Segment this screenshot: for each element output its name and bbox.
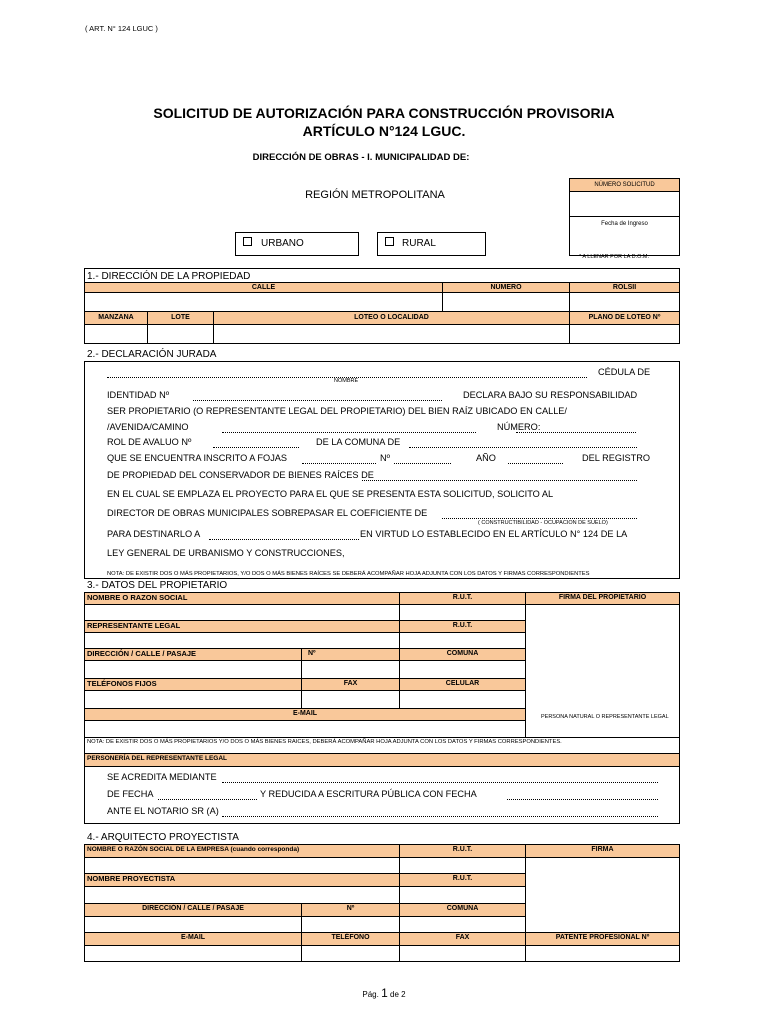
personeria-header: PERSONERÍA DEL REPRESENTANTE LEGAL xyxy=(84,753,680,767)
acredita-line[interactable] xyxy=(222,782,658,783)
rut2-field[interactable] xyxy=(399,632,526,649)
section3-note-row xyxy=(84,737,680,754)
s4-comuna-header: COMUNA xyxy=(399,903,526,917)
director-text: DIRECTOR DE OBRAS MUNICIPALES SOBREPASAR EL COEFICIENTE DE xyxy=(107,508,428,518)
no-header: Nº xyxy=(301,648,400,661)
plano-field[interactable] xyxy=(569,324,680,344)
plano-header: PLANO DE LOTEO Nº xyxy=(569,311,680,325)
notario-label: ANTE EL NOTARIO SR (A) xyxy=(107,806,219,816)
s4-fax-field[interactable] xyxy=(399,945,526,962)
s4-telefono-field[interactable] xyxy=(301,945,400,962)
representante-header: REPRESENTANTE LEGAL xyxy=(84,620,400,633)
coeficiente-caption: ( CONSTRUCTIBILIDAD - OCUPACION DE SUELO) xyxy=(478,520,608,526)
s4-rut2-header: R.U.T. xyxy=(399,873,526,887)
s4-direccion-header: DIRECCIÓN / CALLE / PASAJE xyxy=(84,903,302,917)
section2-note: NOTA: DE EXISTIR DOS O MÁS PROPIETARIOS, Y/O DOS O MÁS BIENES RAÍCES SE DEBERÁ ACOMPAÑAR HOJA ADJUNTA CON LOS DATOS Y FIRMAS CORRESPONDIENTES xyxy=(107,571,590,577)
nombre-header: NOMBRE O RAZON SOCIAL xyxy=(84,592,400,605)
section3-title: 3.- DATOS DEL PROPIETARIO xyxy=(87,580,228,591)
page-label: Pág. xyxy=(362,990,379,999)
numero-field[interactable] xyxy=(442,292,570,312)
s4-email-field[interactable] xyxy=(84,945,302,962)
no-field[interactable] xyxy=(301,660,400,679)
calle-field[interactable] xyxy=(84,292,443,312)
fecha-ingreso-label: Fecha de Ingreso xyxy=(601,221,648,227)
telefonos-field[interactable] xyxy=(84,690,302,709)
fojas-line[interactable] xyxy=(302,463,376,464)
firma-header: FIRMA DEL PROPIETARIO xyxy=(525,592,680,605)
firma-propietario-field[interactable] xyxy=(525,604,680,738)
loteo-field[interactable] xyxy=(213,324,570,344)
municipality-label: DIRECCIÓN DE OBRAS - I. MUNICIPALIDAD DE: xyxy=(252,152,470,163)
fax-field[interactable] xyxy=(301,690,400,709)
n-label: Nº xyxy=(380,453,390,463)
section2-title: 2.- DECLARACIÓN JURADA xyxy=(87,349,217,360)
n-line[interactable] xyxy=(394,463,451,464)
telefonos-header: TELÉFONOS FIJOS xyxy=(84,678,302,691)
cedula-label: CÉDULA DE xyxy=(598,367,651,377)
virtud-text: EN VIRTUD LO ESTABLECIDO EN EL ARTÍCULO N° 124 DE LA xyxy=(360,529,628,539)
celular-header: CELULAR xyxy=(399,678,526,691)
urbano-checkbox[interactable] xyxy=(243,237,252,246)
rolsii-field[interactable] xyxy=(569,292,680,312)
direccion-field[interactable] xyxy=(84,660,302,679)
rural-checkbox[interactable] xyxy=(385,237,394,246)
lote-field[interactable] xyxy=(147,324,214,344)
nombre-field[interactable] xyxy=(84,604,400,621)
s4-patente-header: PATENTE PROFESIONAL Nº xyxy=(525,932,680,946)
reducida-line[interactable] xyxy=(507,799,658,800)
s4-firma-field[interactable] xyxy=(525,857,680,933)
acredita-label: SE ACREDITA MEDIANTE xyxy=(107,772,217,782)
celular-field[interactable] xyxy=(399,690,526,709)
anio-label: AÑO xyxy=(476,453,496,463)
destinarlo-label: PARA DESTINARLO A xyxy=(107,529,201,539)
s4-no-field[interactable] xyxy=(301,916,400,933)
urbano-label: URBANO xyxy=(261,238,304,249)
empresa-field[interactable] xyxy=(84,857,400,874)
declara-label: DECLARA BAJO SU RESPONSABILIDAD xyxy=(463,390,638,400)
region-label: REGIÓN METROPOLITANA xyxy=(305,189,445,201)
ser-propietario-text: SER PROPIETARIO (O REPRESENTANTE LEGAL DEL PROPIETARIO) DEL BIEN RAÍZ UBICADO EN CALLE/ xyxy=(107,406,567,416)
form-subtitle: ARTÍCULO N°124 LGUC. xyxy=(302,123,466,139)
s4-fax-header: FAX xyxy=(399,932,526,946)
email-field[interactable] xyxy=(84,720,526,738)
fecha-label: DE FECHA xyxy=(107,789,154,799)
page-current: 1 xyxy=(381,986,388,1000)
calle-header: CALLE xyxy=(84,282,443,293)
loteo-header: LOTEO O LOCALIDAD xyxy=(213,311,570,325)
fax-header: FAX xyxy=(301,678,400,691)
rut-field[interactable] xyxy=(399,604,526,621)
ley-text: LEY GENERAL DE URBANISMO Y CONSTRUCCIONES, xyxy=(107,548,345,558)
s4-firma-header: FIRMA xyxy=(525,844,680,858)
registro-label: DEL REGISTRO xyxy=(582,453,651,463)
s4-patente-field[interactable] xyxy=(525,945,680,962)
destinarlo-line[interactable] xyxy=(209,539,359,540)
numero-header: NÚMERO xyxy=(442,282,570,293)
s4-rut-header: R.U.T. xyxy=(399,844,526,858)
empresa-header: NOMBRE O RAZÓN SOCIAL DE LA EMPRESA (cuando corresponda) xyxy=(84,844,400,858)
numero-solicitud-field[interactable] xyxy=(569,191,680,217)
section4-title: 4.- ARQUITECTO PROYECTISTA xyxy=(87,832,239,843)
propiedad-label: DE PROPIEDAD DEL CONSERVADOR DE BIENES RAÍCES DE xyxy=(107,470,374,480)
section1-title: 1.- DIRECCIÓN DE LA PROPIEDAD xyxy=(87,271,251,282)
reducida-label: Y REDUCIDA A ESCRITURA PÚBLICA CON FECHA xyxy=(260,789,477,799)
numero-solicitud-header: NÚMERO SOLICITUD xyxy=(569,178,680,192)
s4-email-header: E-MAIL xyxy=(84,932,302,946)
comuna-header: COMUNA xyxy=(399,648,526,661)
coeficiente-line[interactable] xyxy=(442,518,637,519)
comuna-label: DE LA COMUNA DE xyxy=(316,437,401,447)
email-header: E-MAIL xyxy=(84,708,526,721)
manzana-field[interactable] xyxy=(84,324,148,344)
page-total: de 2 xyxy=(390,990,406,999)
section3-note: NOTA: DE EXISTIR DOS O MÁS PROPIETARIOS Y/O DOS O MÁS BIENES RAICES, DEBERÁ ACOMPAÑAR HOJA ADJUNTA CON LOS DATOS Y FIRMAS CORRESPONDIENTES. xyxy=(87,739,562,745)
notario-line[interactable] xyxy=(222,816,658,817)
s4-telefono-header: TELÉFONO xyxy=(301,932,400,946)
fecha-line[interactable] xyxy=(158,799,257,800)
form-title: SOLICITUD DE AUTORIZACIÓN PARA CONSTRUCCIÓN PROVISORIA xyxy=(153,105,615,121)
identidad-line[interactable] xyxy=(193,400,442,401)
proyectista-header: NOMBRE PROYECTISTA xyxy=(84,873,400,887)
nombre-caption: NOMBRE xyxy=(334,378,359,384)
rolsii-header: ROLSII xyxy=(569,282,680,293)
persona-caption: PERSONA NATURAL O REPRESENTANTE LEGAL xyxy=(541,714,669,720)
s4-comuna-field[interactable] xyxy=(399,916,526,933)
comuna-line[interactable] xyxy=(409,447,637,448)
rut-header: R.U.T. xyxy=(399,592,526,605)
rural-label: RURAL xyxy=(402,238,436,249)
rut2-header: R.U.T. xyxy=(399,620,526,633)
rural-option[interactable] xyxy=(377,232,486,256)
s4-rut-field[interactable] xyxy=(399,857,526,874)
rol-label: ROL DE AVALUO Nº xyxy=(107,437,192,447)
s4-rut2-field[interactable] xyxy=(399,886,526,904)
conservador-line[interactable] xyxy=(362,480,637,481)
avenida-label: /AVENIDA/CAMINO xyxy=(107,422,189,432)
llenar-dom-note: * A LLENAR POR LA D.O.M. xyxy=(579,254,649,260)
s4-direccion-field[interactable] xyxy=(84,916,302,933)
anio-line[interactable] xyxy=(508,463,563,464)
page-number xyxy=(0,986,768,1000)
lote-header: LOTE xyxy=(147,311,214,325)
proyectista-field[interactable] xyxy=(84,886,400,904)
s4-no-header: Nº xyxy=(301,903,400,917)
inscrito-label: QUE SE ENCUENTRA INSCRITO A FOJAS xyxy=(107,453,288,463)
manzana-header: MANZANA xyxy=(84,311,148,325)
urbano-option[interactable] xyxy=(235,232,359,256)
numero-label: NÚMERO: xyxy=(497,422,541,432)
article-reference: ( ART. N° 124 LGUC ) xyxy=(85,24,158,33)
numero-line[interactable] xyxy=(516,432,636,433)
emplaza-text: EN EL CUAL SE EMPLAZA EL PROYECTO PARA EL QUE SE PRESENTA ESTA SOLICITUD, SOLICITO AL xyxy=(107,489,554,499)
rol-line[interactable] xyxy=(213,447,299,448)
comuna-field[interactable] xyxy=(399,660,526,679)
direccion-header: DIRECCIÓN / CALLE / PASAJE xyxy=(84,648,302,661)
representante-field[interactable] xyxy=(84,632,400,649)
identidad-label: IDENTIDAD Nº xyxy=(107,390,170,400)
fecha-ingreso-field[interactable] xyxy=(569,216,680,256)
avenida-line[interactable] xyxy=(222,432,476,433)
